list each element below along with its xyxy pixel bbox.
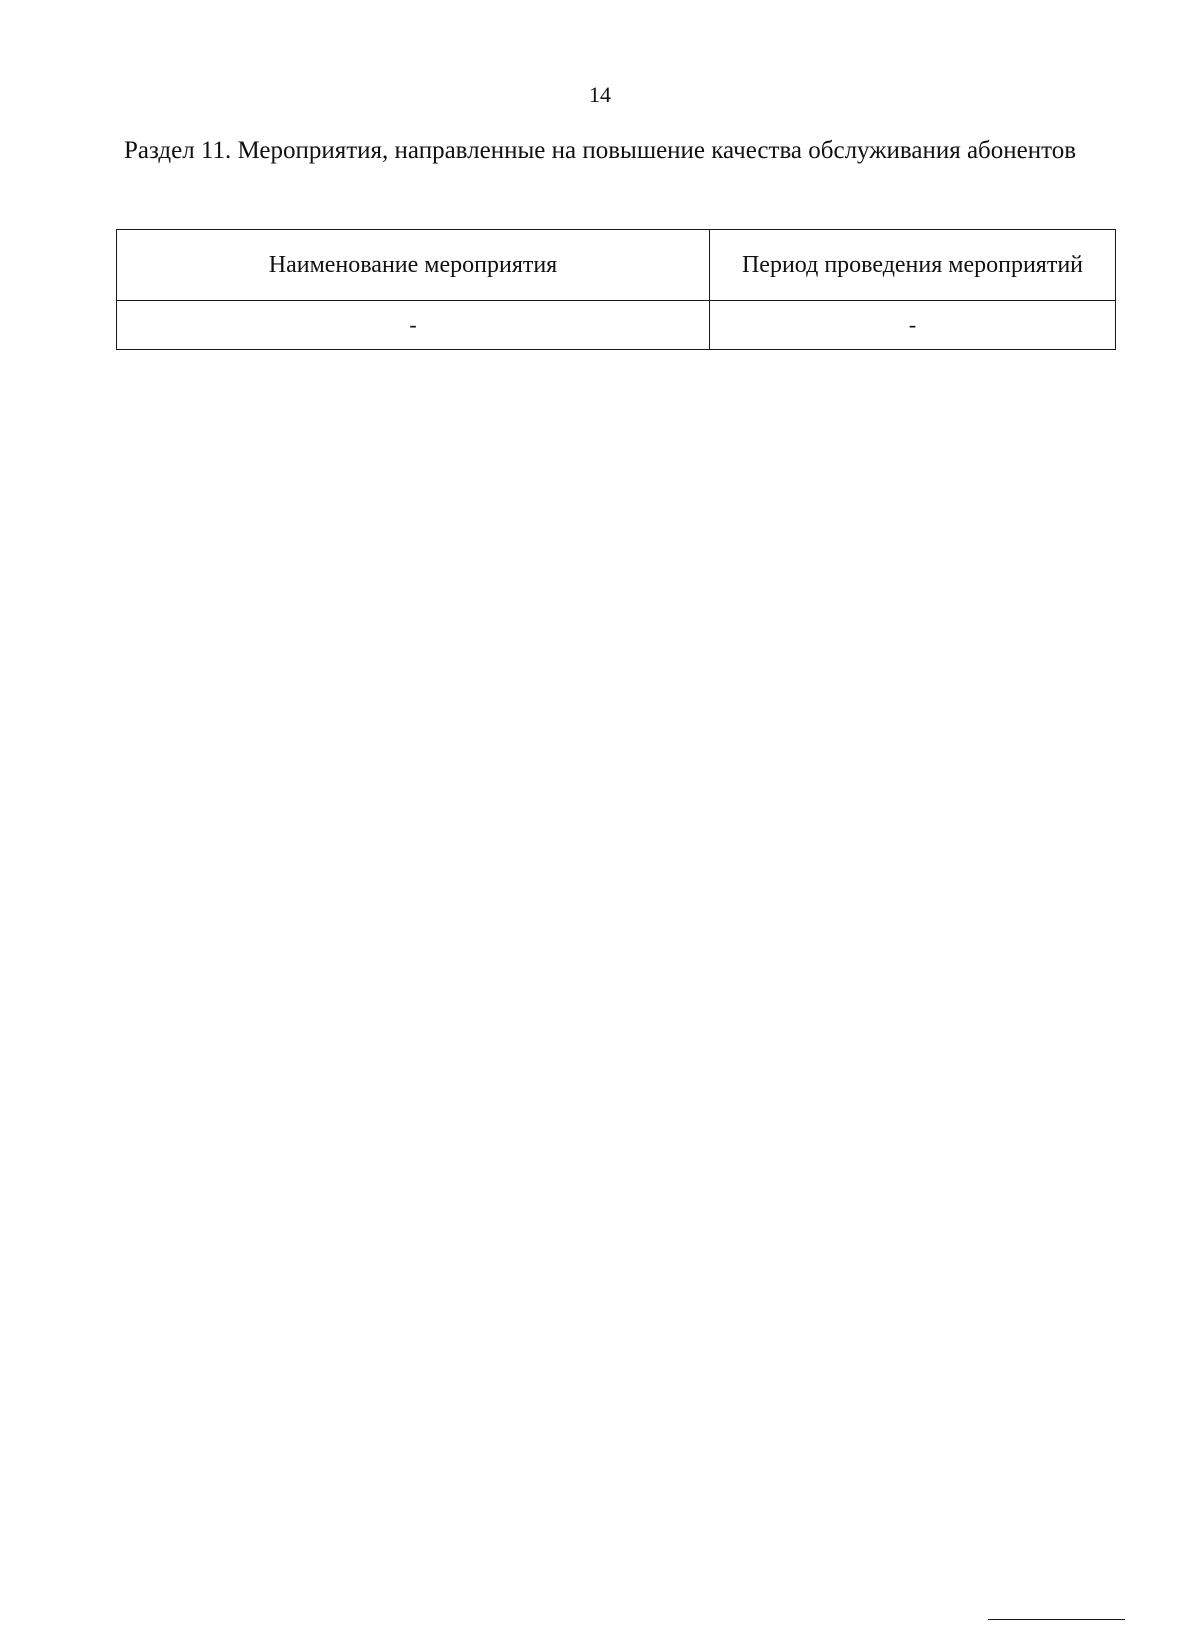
header-cell-period: Период проведения мероприятий (710, 230, 1116, 301)
table-header-row (117, 230, 1116, 301)
footer-divider (988, 1619, 1125, 1620)
header-cell-measure-name: Наименование мероприятия (117, 230, 710, 301)
page-number: 14 (589, 82, 611, 107)
section-title: Раздел 11. Мероприятия, направленные на повышение качества обслуживания абонентов (123, 137, 1077, 164)
measures-table-container (116, 229, 1084, 350)
cell-period: - (710, 301, 1116, 350)
measures-table (116, 229, 1116, 350)
cell-measure-name: - (117, 301, 710, 350)
table-row (117, 301, 1116, 350)
